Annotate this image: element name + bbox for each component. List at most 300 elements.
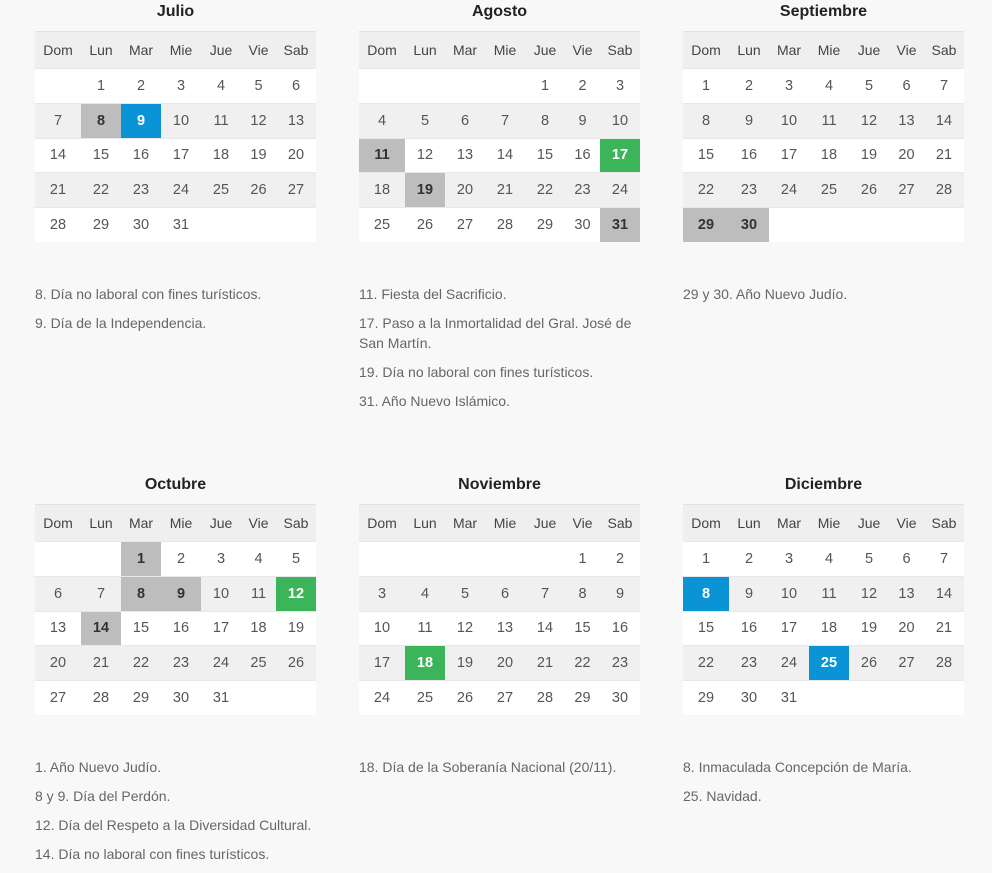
holiday-day-8: 8: [121, 576, 161, 611]
day-23: 23: [161, 646, 201, 681]
week-row: [359, 576, 640, 611]
day-7: 7: [924, 542, 964, 577]
day-7: 7: [35, 103, 81, 138]
day-30: 30: [161, 681, 201, 715]
weekday-label: Lun: [81, 505, 121, 542]
week-row: [683, 173, 964, 208]
weekday-label: Dom: [35, 32, 81, 69]
day-27: 27: [889, 646, 924, 681]
day-19: 19: [276, 611, 316, 646]
empty-cell: [359, 69, 405, 104]
empty-cell: [445, 542, 485, 577]
empty-cell: [276, 208, 316, 242]
day-20: 20: [889, 611, 924, 646]
day-9: 9: [565, 103, 600, 138]
day-23: 23: [600, 646, 640, 681]
week-row: [359, 103, 640, 138]
holiday-day-18: 18: [405, 646, 445, 681]
empty-cell: [445, 69, 485, 104]
day-10: 10: [161, 103, 201, 138]
empty-cell: [485, 542, 525, 577]
day-6: 6: [445, 103, 485, 138]
day-2: 2: [600, 542, 640, 577]
day-15: 15: [683, 138, 729, 173]
holiday-note: 8. Inmaculada Concepción de María.: [683, 759, 912, 775]
day-28: 28: [924, 646, 964, 681]
holiday-note: 14. Día no laboral con fines turísticos.: [35, 846, 270, 862]
day-15: 15: [565, 611, 600, 646]
day-5: 5: [276, 542, 316, 577]
week-row: [683, 103, 964, 138]
empty-cell: [35, 69, 81, 104]
holiday-day-14: 14: [81, 611, 121, 646]
day-14: 14: [525, 611, 565, 646]
weekday-label: Sab: [600, 32, 640, 69]
day-18: 18: [201, 138, 241, 173]
weekday-label: Mar: [121, 32, 161, 69]
month-title: Agosto: [471, 3, 528, 20]
weekday-label: Mie: [485, 32, 525, 69]
day-28: 28: [35, 208, 81, 242]
empty-cell: [81, 542, 121, 577]
weekday-label: Dom: [359, 32, 405, 69]
weekday-label: Mar: [769, 505, 809, 542]
day-24: 24: [769, 173, 809, 208]
month-calendar-octubre: [35, 473, 316, 715]
weekday-label: Vie: [889, 505, 924, 542]
empty-cell: [241, 681, 276, 715]
holiday-day-30: 30: [729, 208, 769, 242]
weekday-label: Sab: [600, 505, 640, 542]
calendar-grid: [683, 31, 964, 242]
holiday-notes: [359, 757, 649, 786]
day-4: 4: [809, 542, 849, 577]
day-13: 13: [445, 138, 485, 173]
day-10: 10: [769, 576, 809, 611]
day-19: 19: [445, 646, 485, 681]
day-7: 7: [485, 103, 525, 138]
day-22: 22: [683, 173, 729, 208]
weekday-label: Lun: [729, 32, 769, 69]
week-row: [359, 173, 640, 208]
day-29: 29: [525, 208, 565, 242]
day-28: 28: [485, 208, 525, 242]
day-22: 22: [81, 173, 121, 208]
day-24: 24: [201, 646, 241, 681]
empty-cell: [924, 681, 964, 715]
weekday-label: Lun: [729, 505, 769, 542]
month-calendar-agosto: [359, 0, 640, 242]
day-4: 4: [241, 542, 276, 577]
week-row: [359, 646, 640, 681]
weekday-header: [683, 505, 964, 542]
day-9: 9: [600, 576, 640, 611]
week-row: [683, 542, 964, 577]
day-3: 3: [161, 69, 201, 104]
day-25: 25: [201, 173, 241, 208]
day-6: 6: [485, 576, 525, 611]
weekday-header: [683, 32, 964, 69]
day-1: 1: [565, 542, 600, 577]
day-23: 23: [565, 173, 600, 208]
day-29: 29: [81, 208, 121, 242]
calendar-grid: [359, 31, 640, 242]
weekday-label: Sab: [924, 32, 964, 69]
day-16: 16: [565, 138, 600, 173]
month-calendar-julio: [35, 0, 316, 242]
holiday-note: 8 y 9. Día del Perdón.: [35, 788, 171, 804]
week-row: [35, 576, 316, 611]
day-24: 24: [359, 681, 405, 715]
day-3: 3: [359, 576, 405, 611]
day-11: 11: [405, 611, 445, 646]
day-2: 2: [565, 69, 600, 104]
empty-cell: [405, 542, 445, 577]
day-3: 3: [600, 69, 640, 104]
day-1: 1: [683, 542, 729, 577]
day-1: 1: [81, 69, 121, 104]
day-20: 20: [276, 138, 316, 173]
weekday-label: Lun: [405, 505, 445, 542]
day-3: 3: [201, 542, 241, 577]
day-21: 21: [485, 173, 525, 208]
holiday-day-9: 9: [121, 103, 161, 138]
week-row: [35, 208, 316, 242]
month-title: Noviembre: [458, 476, 541, 493]
day-12: 12: [445, 611, 485, 646]
holiday-day-9: 9: [161, 576, 201, 611]
week-row: [359, 69, 640, 104]
week-row: [35, 138, 316, 173]
day-23: 23: [729, 646, 769, 681]
weekday-label: Mie: [485, 505, 525, 542]
holiday-note: 25. Navidad.: [683, 788, 762, 804]
day-4: 4: [201, 69, 241, 104]
day-29: 29: [121, 681, 161, 715]
day-24: 24: [769, 646, 809, 681]
holiday-day-31: 31: [600, 208, 640, 242]
weekday-label: Mar: [445, 505, 485, 542]
calendar-grid: [359, 504, 640, 715]
day-30: 30: [600, 681, 640, 715]
day-30: 30: [565, 208, 600, 242]
holiday-day-1: 1: [121, 542, 161, 577]
holiday-notes: [683, 757, 973, 815]
day-28: 28: [525, 681, 565, 715]
holiday-day-11: 11: [359, 138, 405, 173]
day-13: 13: [889, 576, 924, 611]
day-20: 20: [35, 646, 81, 681]
weekday-label: Jue: [525, 505, 565, 542]
month-calendar-septiembre: [683, 0, 964, 242]
day-13: 13: [485, 611, 525, 646]
day-22: 22: [565, 646, 600, 681]
weekday-label: Mar: [769, 32, 809, 69]
day-5: 5: [241, 69, 276, 104]
day-26: 26: [276, 646, 316, 681]
day-12: 12: [405, 138, 445, 173]
day-21: 21: [924, 611, 964, 646]
month-calendar-diciembre: [683, 473, 964, 715]
weekday-label: Jue: [201, 32, 241, 69]
day-27: 27: [485, 681, 525, 715]
holiday-note: 9. Día de la Independencia.: [35, 315, 207, 331]
day-17: 17: [769, 611, 809, 646]
day-10: 10: [769, 103, 809, 138]
calendar-grid: [35, 31, 316, 242]
week-row: [683, 138, 964, 173]
holiday-notes: [35, 284, 325, 342]
empty-cell: [809, 208, 849, 242]
day-16: 16: [121, 138, 161, 173]
weekday-label: Vie: [241, 505, 276, 542]
day-11: 11: [809, 576, 849, 611]
day-1: 1: [683, 69, 729, 104]
day-3: 3: [769, 542, 809, 577]
day-15: 15: [683, 611, 729, 646]
day-14: 14: [924, 103, 964, 138]
empty-cell: [809, 681, 849, 715]
day-21: 21: [525, 646, 565, 681]
holiday-day-25: 25: [809, 646, 849, 681]
holiday-note: 17. Paso a la Inmortalidad del Gral. José de San Martín.: [359, 315, 632, 351]
week-row: [359, 611, 640, 646]
day-27: 27: [276, 173, 316, 208]
weekday-header: [359, 505, 640, 542]
day-26: 26: [241, 173, 276, 208]
day-27: 27: [889, 173, 924, 208]
holiday-day-8: 8: [81, 103, 121, 138]
weekday-label: Jue: [525, 32, 565, 69]
day-8: 8: [683, 103, 729, 138]
day-8: 8: [525, 103, 565, 138]
empty-cell: [359, 542, 405, 577]
week-row: [683, 208, 964, 242]
empty-cell: [769, 208, 809, 242]
holiday-day-12: 12: [276, 576, 316, 611]
holiday-day-8: 8: [683, 576, 729, 611]
day-7: 7: [525, 576, 565, 611]
week-row: [683, 69, 964, 104]
day-15: 15: [525, 138, 565, 173]
day-17: 17: [161, 138, 201, 173]
day-11: 11: [201, 103, 241, 138]
day-22: 22: [683, 646, 729, 681]
empty-cell: [35, 542, 81, 577]
holiday-day-29: 29: [683, 208, 729, 242]
day-17: 17: [359, 646, 405, 681]
week-row: [35, 69, 316, 104]
day-11: 11: [241, 576, 276, 611]
day-10: 10: [359, 611, 405, 646]
day-19: 19: [849, 611, 889, 646]
day-10: 10: [201, 576, 241, 611]
day-2: 2: [121, 69, 161, 104]
weekday-label: Jue: [849, 32, 889, 69]
day-19: 19: [241, 138, 276, 173]
weekday-header: [35, 32, 316, 69]
day-5: 5: [445, 576, 485, 611]
day-26: 26: [445, 681, 485, 715]
empty-cell: [849, 208, 889, 242]
day-25: 25: [405, 681, 445, 715]
week-row: [35, 173, 316, 208]
empty-cell: [485, 69, 525, 104]
day-18: 18: [359, 173, 405, 208]
weekday-label: Lun: [405, 32, 445, 69]
day-5: 5: [849, 542, 889, 577]
week-row: [359, 542, 640, 577]
weekday-label: Sab: [924, 505, 964, 542]
weekday-header: [35, 505, 316, 542]
day-9: 9: [729, 576, 769, 611]
month-title: Septiembre: [779, 3, 868, 20]
day-18: 18: [809, 138, 849, 173]
day-26: 26: [849, 646, 889, 681]
day-29: 29: [683, 681, 729, 715]
week-row: [35, 681, 316, 715]
day-6: 6: [35, 576, 81, 611]
holiday-day-17: 17: [600, 138, 640, 173]
day-16: 16: [161, 611, 201, 646]
day-12: 12: [849, 576, 889, 611]
holiday-note: 19. Día no laboral con fines turísticos.: [359, 364, 594, 380]
day-6: 6: [889, 542, 924, 577]
day-28: 28: [924, 173, 964, 208]
holiday-note: 31. Año Nuevo Islámico.: [359, 393, 510, 409]
day-5: 5: [849, 69, 889, 104]
weekday-label: Sab: [276, 505, 316, 542]
day-28: 28: [81, 681, 121, 715]
week-row: [683, 576, 964, 611]
calendar-grid: [35, 504, 316, 715]
week-row: [359, 208, 640, 242]
weekday-label: Lun: [81, 32, 121, 69]
day-22: 22: [121, 646, 161, 681]
holiday-note: 11. Fiesta del Sacrificio.: [359, 286, 507, 302]
empty-cell: [201, 208, 241, 242]
day-2: 2: [729, 69, 769, 104]
month-title: Diciembre: [784, 476, 863, 493]
day-25: 25: [359, 208, 405, 242]
day-16: 16: [729, 138, 769, 173]
day-14: 14: [924, 576, 964, 611]
day-13: 13: [889, 103, 924, 138]
day-13: 13: [276, 103, 316, 138]
day-18: 18: [241, 611, 276, 646]
day-31: 31: [201, 681, 241, 715]
weekday-label: Vie: [565, 32, 600, 69]
day-15: 15: [121, 611, 161, 646]
week-row: [683, 681, 964, 715]
week-row: [35, 611, 316, 646]
day-20: 20: [485, 646, 525, 681]
empty-cell: [889, 681, 924, 715]
week-row: [683, 646, 964, 681]
day-10: 10: [600, 103, 640, 138]
weekday-label: Dom: [683, 32, 729, 69]
holiday-day-19: 19: [405, 173, 445, 208]
weekday-header: [359, 32, 640, 69]
day-26: 26: [849, 173, 889, 208]
week-row: [359, 681, 640, 715]
holiday-notes: [359, 284, 649, 420]
day-4: 4: [809, 69, 849, 104]
day-25: 25: [241, 646, 276, 681]
day-6: 6: [276, 69, 316, 104]
day-12: 12: [849, 103, 889, 138]
weekday-label: Dom: [35, 505, 81, 542]
weekday-label: Sab: [276, 32, 316, 69]
day-13: 13: [35, 611, 81, 646]
weekday-label: Dom: [359, 505, 405, 542]
day-18: 18: [809, 611, 849, 646]
day-23: 23: [121, 173, 161, 208]
day-31: 31: [769, 681, 809, 715]
day-16: 16: [729, 611, 769, 646]
week-row: [35, 542, 316, 577]
day-9: 9: [729, 103, 769, 138]
weekday-label: Mar: [445, 32, 485, 69]
day-21: 21: [924, 138, 964, 173]
day-20: 20: [889, 138, 924, 173]
day-8: 8: [565, 576, 600, 611]
day-30: 30: [121, 208, 161, 242]
day-2: 2: [729, 542, 769, 577]
day-31: 31: [161, 208, 201, 242]
weekday-label: Jue: [849, 505, 889, 542]
day-17: 17: [201, 611, 241, 646]
weekday-label: Mie: [161, 505, 201, 542]
day-7: 7: [924, 69, 964, 104]
day-7: 7: [81, 576, 121, 611]
day-3: 3: [769, 69, 809, 104]
day-17: 17: [769, 138, 809, 173]
month-title: Julio: [156, 3, 195, 20]
week-row: [35, 646, 316, 681]
weekday-label: Vie: [889, 32, 924, 69]
day-4: 4: [405, 576, 445, 611]
empty-cell: [276, 681, 316, 715]
holiday-note: 8. Día no laboral con fines turísticos.: [35, 286, 262, 302]
empty-cell: [241, 208, 276, 242]
day-21: 21: [35, 173, 81, 208]
holiday-note: 12. Día del Respeto a la Diversidad Cultural.: [35, 817, 312, 833]
holiday-notes: [683, 284, 973, 313]
empty-cell: [924, 208, 964, 242]
day-5: 5: [405, 103, 445, 138]
holiday-note: 29 y 30. Año Nuevo Judío.: [683, 286, 848, 302]
empty-cell: [525, 542, 565, 577]
empty-cell: [889, 208, 924, 242]
day-2: 2: [161, 542, 201, 577]
day-12: 12: [241, 103, 276, 138]
day-14: 14: [485, 138, 525, 173]
day-21: 21: [81, 646, 121, 681]
empty-cell: [405, 69, 445, 104]
weekday-label: Mie: [809, 505, 849, 542]
calendar-grid: [683, 504, 964, 715]
day-27: 27: [35, 681, 81, 715]
day-30: 30: [729, 681, 769, 715]
weekday-label: Jue: [201, 505, 241, 542]
day-11: 11: [809, 103, 849, 138]
day-1: 1: [525, 69, 565, 104]
day-16: 16: [600, 611, 640, 646]
day-26: 26: [405, 208, 445, 242]
day-22: 22: [525, 173, 565, 208]
holiday-notes: [35, 757, 325, 873]
